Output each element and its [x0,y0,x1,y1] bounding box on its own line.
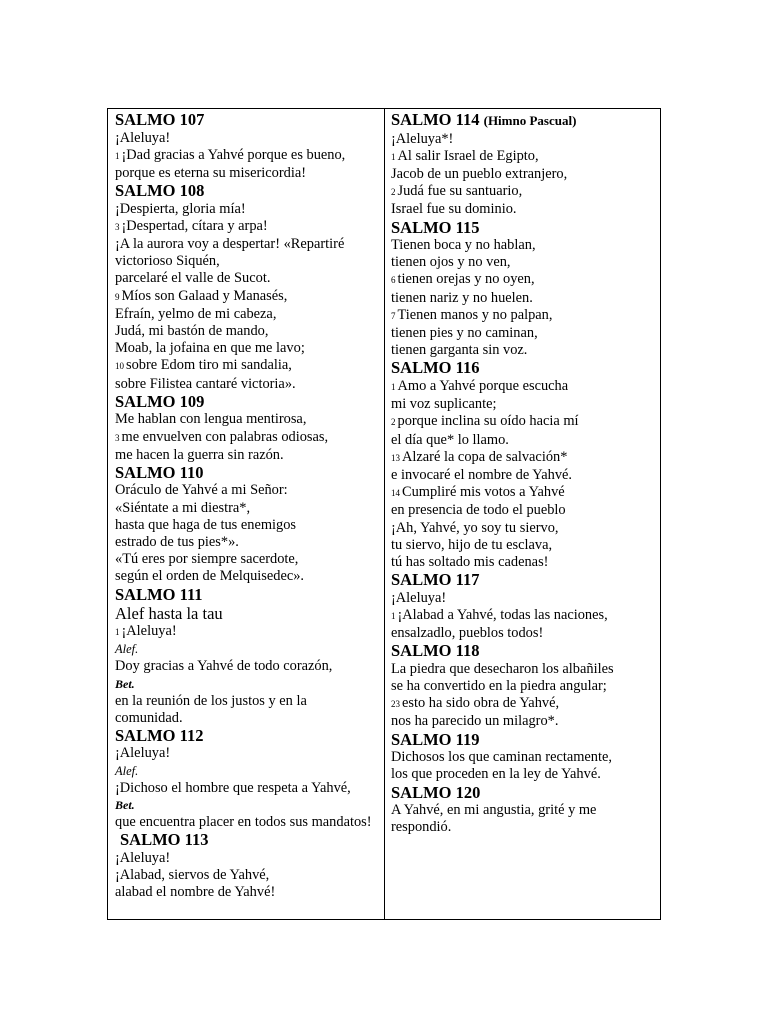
verse-line: porque es eterna su misericordia! [115,164,306,181]
verse-line: tienen nariz y no huelen. [391,289,533,306]
verse-line: A Yahvé, en mi angustia, grité y me [391,802,597,818]
psalm-title: SALMO 120 [391,782,481,802]
verse-text: me envuelven con palabras odiosas, [121,428,329,445]
verse-line: Judá, mi bastón de mando, [115,323,269,340]
verse-line: Tienen boca y no hablan, [391,237,536,254]
verse-line [115,218,384,236]
psalm-subtitle: (Himno Pascual) [483,113,577,128]
verse-line: se ha convertido en la piedra angular; [391,677,607,694]
verse-line [115,429,384,447]
left-column [108,109,385,919]
verse-line: Me hablan con lengua mentirosa, [115,411,307,428]
verse-line: ¡Aleluya! [115,849,171,866]
verse-line: ¡Alabad, siervos de Yahvé, [115,866,270,883]
verse-line: tienen pies y no caminan, [391,325,538,342]
verse-line: tienen garganta sin voz. [391,342,528,359]
psalm-title: SALMO 109 [115,391,205,411]
verse-number: 1 [391,610,396,621]
verse-line: Efraín, yelmo de mi cabeza, [115,305,277,322]
verse-number: 3 [115,221,120,232]
verse-line: ¡Ah, Yahvé, yo soy tu siervo, [391,519,559,536]
right-column [385,109,660,919]
verse-line: tienen ojos y no ven, [391,254,511,271]
hebrew-letter: Alef. [115,763,139,778]
verse-line [391,307,660,325]
verse-line [115,147,384,165]
psalm-title: SALMO 107 [115,110,205,129]
psalm-title: SALMO 116 [391,358,480,378]
verse-line: según el orden de Melquisedec». [115,568,305,585]
verse-number: 7 [391,310,396,321]
verse-line: en presencia de todo el pueblo [391,502,566,519]
verse-line: ¡Aleluya*! [391,130,454,147]
verse-line: «Tú eres por siempre sacerdote, [115,551,299,568]
verse-line: e invocaré el nombre de Yahvé. [391,466,573,483]
verse-number: 1 [391,151,396,162]
hebrew-letter: Alef. [115,642,139,657]
verse-line: La piedra que desecharon los albañiles [391,660,614,677]
hebrew-letter: Bet. [115,797,135,812]
verse-number: 1 [115,150,120,161]
verse-text: ¡Aleluya! [121,623,177,640]
psalm-subtitle: Alef hasta la tau [115,604,223,624]
verse-text: tienen orejas y no oyen, [397,271,535,288]
verse-text: sobre Edom tiro mi sandalia, [126,357,292,374]
verse-line: tu siervo, hijo de tu esclava, [391,536,553,553]
verse-line: hasta que haga de tus enemigos [115,516,297,533]
psalm-title: SALMO 119 [391,729,480,749]
verse-line: estrado de tus pies*». [115,534,239,551]
verse-text: ¡Dad gracias a Yahvé porque es bueno, [121,146,346,163]
verse-line: ensalzadlo, pueblos todos! [391,625,544,642]
verse-number: 13 [391,452,400,463]
verse-number: 10 [115,361,124,372]
hebrew-letter: Bet. [115,676,135,691]
verse-line: alabad el nombre de Yahvé! [115,884,276,900]
verse-line: ¡Aleluya! [115,129,171,146]
verse-number: 3 [115,432,120,443]
verse-line: tú has soltado mis cadenas! [391,553,549,570]
verse-line: sobre Filistea cantaré victoria». [115,375,296,392]
psalm-title: SALMO 110 [115,462,204,482]
verse-line: mi voz suplicante; [391,396,497,413]
psalm-title: SALMO 113 [120,830,209,850]
verse-line: Doy gracias a Yahvé de todo corazón, [115,658,333,675]
psalm-title-text: SALMO 114 [391,110,480,129]
psalm-title: SALMO 111 [115,584,203,604]
verse-line: ¡A la aurora voy a despertar! «Repartiré [115,236,345,253]
verse-line [391,484,660,502]
verse-text: porque inclina su oído hacia mí [397,413,579,430]
verse-line [391,378,660,396]
verse-line [115,288,384,306]
verse-line: «Siéntate a mi diestra*, [115,499,251,516]
verse-line: los que proceden en la ley de Yahvé. [391,766,601,783]
verse-line: el día que* lo llamo. [391,431,509,448]
verse-line [391,695,660,713]
verse-text: ¡Alabad a Yahvé, todas las naciones, [397,606,608,623]
verse-number: 6 [391,275,396,286]
verse-line: ¡Aleluya! [391,589,447,606]
verse-number: 23 [391,699,400,710]
verse-text: Míos son Galaad y Manasés, [121,287,288,304]
verse-line [391,449,660,467]
verse-number: 1 [115,627,120,638]
verse-number: 14 [391,488,400,499]
verse-text: Cumpliré mis votos a Yahvé [402,484,565,501]
verse-line: comunidad. [115,709,183,726]
verse-line: me hacen la guerra sin razón. [115,446,284,463]
verse-line: Dichosos los que caminan rectamente, [391,749,612,766]
verse-line: respondió. [391,819,452,836]
verse-number: 2 [391,187,396,198]
verse-line: Oráculo de Yahvé a mi Señor: [115,482,288,499]
psalms-table [107,108,661,920]
verse-text: Judá fue su santuario, [397,183,523,200]
verse-line [391,607,660,625]
verse-line: parcelaré el valle de Sucot. [115,270,271,287]
verse-number: 9 [115,291,120,302]
verse-line: ¡Dichoso el hombre que respeta a Yahvé, [115,779,351,796]
verse-line [391,413,660,431]
verse-line: nos ha parecido un milagro*. [391,713,559,730]
verse-line: Jacob de un pueblo extranjero, [391,165,568,182]
verse-text: esto ha sido obra de Yahvé, [402,695,560,712]
verse-line: ¡Despierta, gloria mía! [115,200,246,217]
verse-line: en la reunión de los justos y en la [115,692,307,709]
verse-line [391,183,660,201]
verse-line [391,271,660,289]
psalm-title: SALMO 108 [115,181,205,201]
verse-line [115,357,384,375]
verse-line [391,148,660,166]
psalm-title: SALMO 118 [391,641,480,661]
psalm-title: SALMO 112 [115,725,204,745]
psalm-title: SALMO 115 [391,217,480,237]
verse-line [115,623,384,641]
verse-line: Israel fue su dominio. [391,201,517,218]
verse-line: ¡Aleluya! [115,745,171,762]
verse-line: victorioso Siquén, [115,253,220,270]
verse-text: Tienen manos y no palpan, [397,306,553,323]
verse-text: Amo a Yahvé porque escucha [397,377,569,394]
psalm-title [391,111,660,131]
verse-text: Alzaré la copa de salvación* [402,448,568,465]
verse-line: Moab, la jofaina en que me lavo; [115,340,305,357]
verse-line: que encuentra placer en todos sus mandatos! [115,813,372,830]
verse-number: 2 [391,417,396,428]
verse-number: 1 [391,381,396,392]
psalm-title: SALMO 117 [391,570,480,590]
verse-text: ¡Despertad, cítara y arpa! [121,217,268,234]
verse-text: Al salir Israel de Egipto, [397,147,539,164]
